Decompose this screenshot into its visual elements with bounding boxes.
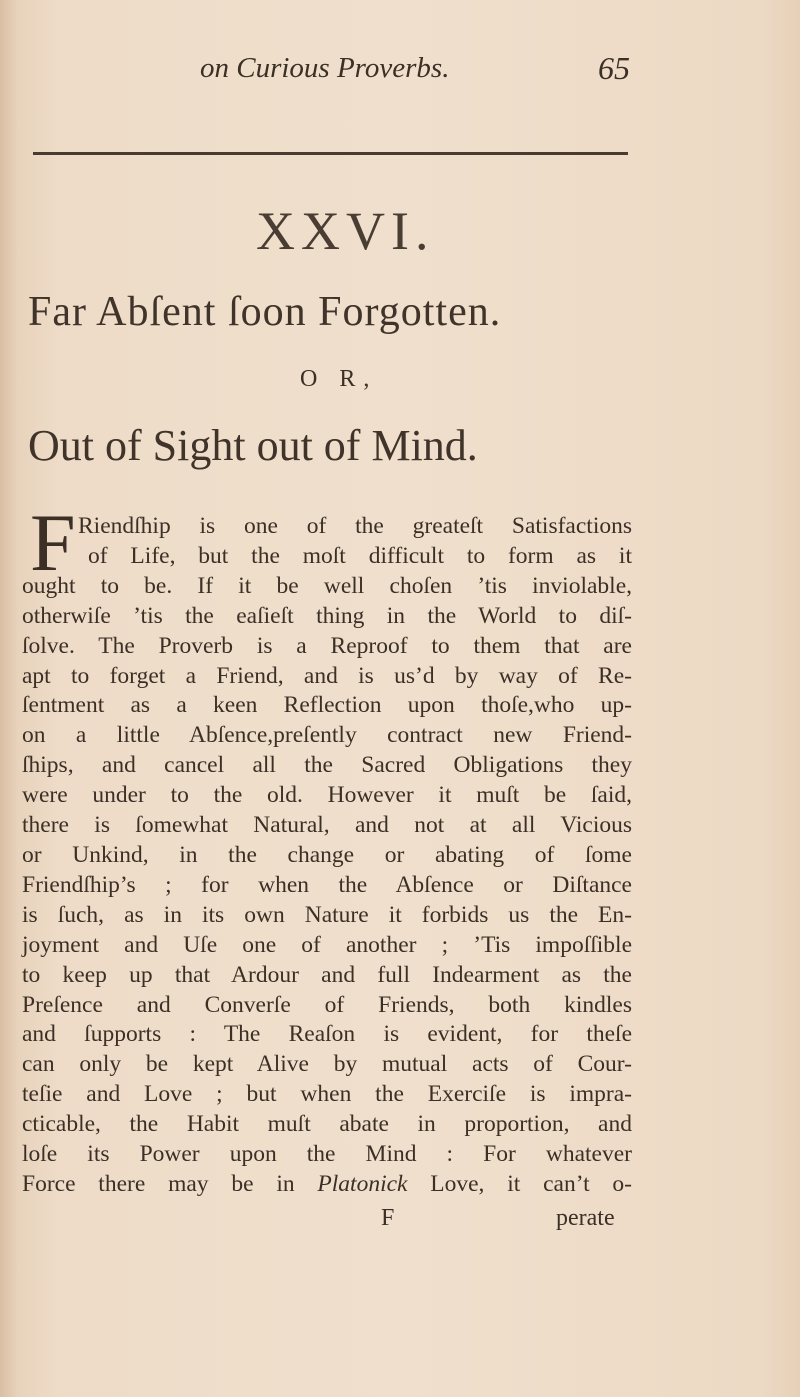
text-line: ſhips, and cancel all the Sacred Obligations they xyxy=(22,752,632,779)
text-line-last xyxy=(22,1170,632,1200)
text-line: apt to forget a Friend, and is us’d by way of Re- xyxy=(22,662,632,689)
running-head: on Curious Proverbs. xyxy=(200,52,450,84)
text-segment: Love, it can’t o- xyxy=(407,1170,633,1197)
text-line: Friendſhip’s ; for when the Abſence or Diſtance xyxy=(22,871,632,898)
italic-word: Platonick xyxy=(317,1170,408,1197)
text-line: there is ſomewhat Natural, and not at all Vicious xyxy=(22,812,632,839)
or-separator: O R, xyxy=(300,366,378,392)
body-text xyxy=(22,512,632,1200)
header-rule xyxy=(33,152,628,155)
text-line: on a little Abſence,preſently contract new Friend- xyxy=(22,722,632,749)
text-line: and ſupports : The Reaſon is evident, for theſe xyxy=(22,1021,632,1048)
text-line: teſie and Love ; but when the Exerciſe is impra- xyxy=(22,1081,632,1108)
chapter-number: XXVI. xyxy=(256,201,435,261)
text-line: to keep up that Ardour and full Indearment as the xyxy=(22,961,632,988)
text-line: cticable, the Habit muſt abate in proportion, and xyxy=(22,1111,632,1138)
proverb-title: Far Abſent ſoon Forgotten. xyxy=(28,289,502,335)
drop-cap: F xyxy=(30,497,76,588)
text-segment: Force there may be in xyxy=(22,1170,318,1197)
text-line: Preſence and Converſe of Friends, both kindles xyxy=(22,991,632,1018)
text-line: loſe its Power upon the Mind : For whatever xyxy=(22,1141,632,1168)
text-line: otherwiſe ’tis the eaſieſt thing in the World to diſ- xyxy=(22,602,632,629)
text-line: ſolve. The Proverb is a Reproof to them that are xyxy=(22,632,632,659)
text-line: of Life, but the moſt difficult to form as it xyxy=(88,542,632,569)
text-line: joyment and Uſe one of another ; ’Tis impoſſible xyxy=(22,931,632,958)
text-line: is ſuch, as in its own Nature it forbids us the En- xyxy=(22,901,632,928)
text-line: Riendſhip is one of the greateſt Satisfactions xyxy=(78,513,632,539)
proverb-subtitle: Out of Sight out of Mind. xyxy=(28,421,478,470)
text-line: can only be kept Alive by mutual acts of Cour- xyxy=(22,1051,632,1078)
text-line: ought to be. If it be well choſen ’tis inviolable, xyxy=(22,572,632,599)
text-line: were under to the old. However it muſt be ſaid, xyxy=(22,782,632,809)
catchword: perate xyxy=(556,1205,615,1231)
text-line: or Unkind, in the change or abating of ſome xyxy=(22,841,632,868)
text-line: ſentment as a keen Reflection upon thoſe,who up- xyxy=(22,692,632,719)
page-number: 65 xyxy=(598,50,630,86)
signature-mark: F xyxy=(381,1205,395,1231)
